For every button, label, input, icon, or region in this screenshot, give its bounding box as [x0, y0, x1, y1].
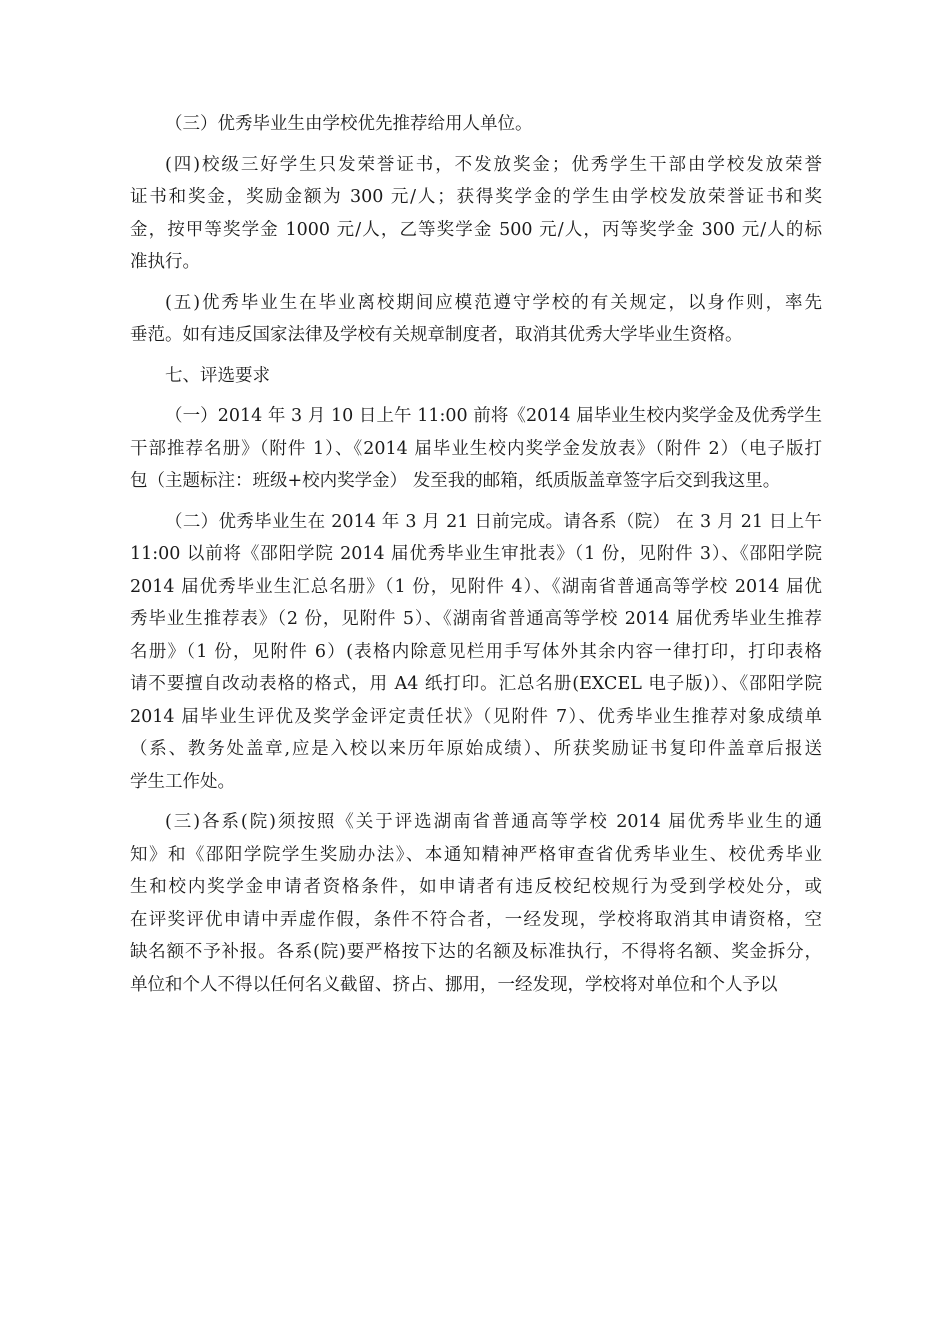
paragraph-p4	[130, 360, 822, 393]
paragraph-line: (三)各系(院)须按照《关于评选湖南省普通高等学校 2014 届优秀毕业生的通	[165, 812, 822, 832]
paragraph-p3	[130, 287, 822, 352]
paragraph-line: 准执行。	[130, 252, 200, 272]
paragraph-line: 包（主题标注：班级+校内奖学金） 发至我的邮箱，纸质版盖章签字后交到我这里。	[130, 471, 781, 491]
paragraph-p7	[130, 806, 822, 1001]
paragraph-line: 知》和《邵阳学院学生奖励办法》、本通知精神严格审查省优秀毕业生、校优秀毕业	[130, 844, 822, 865]
paragraph-line: 七、评选要求	[165, 365, 270, 386]
paragraph-line: 在评奖评优申请中弄虚作假，条件不符合者，一经发现，学校将取消其申请资格，空	[130, 909, 822, 930]
paragraph-line: 干部推荐名册》（附件 1）、《2014 届毕业生校内奖学金发放表》（附件 2）（电子版打	[130, 438, 822, 459]
paragraph-line: (五)优秀毕业生在毕业离校期间应模范遵守学校的有关规定，以身作则，率先	[165, 292, 822, 313]
paragraph-line: 2014 届优秀毕业生汇总名册》（1 份，见附件 4）、《湖南省普通高等学校 2014 届优	[130, 576, 822, 597]
paragraph-line: (四)校级三好学生只发荣誉证书，不发放奖金；优秀学生干部由学校发放荣誉	[165, 154, 822, 175]
paragraph-p5	[130, 400, 822, 498]
paragraph-line: 缺名额不予补报。各系(院)要严格按下达的名额及标准执行，不得将名额、奖金拆分，	[130, 942, 822, 962]
paragraph-line: 生和校内奖学金申请者资格条件，如申请者有违反校纪校规行为受到学校处分，或	[130, 877, 822, 897]
paragraph-line: （三）优秀毕业生由学校优先推荐给用人单位。	[165, 114, 533, 134]
paragraph-line: 秀毕业生推荐表》（2 份，见附件 5）、《湖南省普通高等学校 2014 届优秀毕业生推荐	[130, 609, 822, 629]
paragraph-line: 名册》（1 份，见附件 6）(表格内除意见栏用手写体外其余内容一律打印，打印表格	[130, 641, 822, 662]
paragraph-line: 垂范。如有违反国家法律及学校有关规章制度者，取消其优秀大学毕业生资格。	[130, 325, 743, 345]
paragraph-p1	[130, 108, 822, 141]
paragraph-p6	[130, 506, 822, 799]
paragraph-line: 单位和个人不得以任何名义截留、挤占、挪用，一经发现，学校将对单位和个人予以	[130, 974, 778, 995]
paragraph-line: 请不要擅自改动表格的格式，用 A4 纸打印。汇总名册(EXCEL 电子版)）、《邵阳学院	[130, 674, 822, 694]
paragraph-line: 2014 届毕业生评优及奖学金评定责任状》（见附件 7）、优秀毕业生推荐对象成绩单	[130, 706, 822, 727]
paragraph-line: 11:00 以前将《邵阳学院 2014 届优秀毕业生审批表》（1 份，见附件 3）、《邵阳学院	[130, 544, 822, 564]
paragraph-p2	[130, 149, 822, 279]
paragraph-line: 金，按甲等奖学金 1000 元/人，乙等奖学金 500 元/人，丙等奖学金 300 元/人的标	[130, 219, 822, 240]
paragraph-line: （二）优秀毕业生在 2014 年 3 月 21 日前完成。请各系（院） 在 3 月 21 日上午	[165, 511, 822, 532]
paragraph-line: （一）2014 年 3 月 10 日上午 11:00 前将《2014 届毕业生校内奖学金及优秀学生	[165, 406, 822, 426]
paragraph-line: （系、教务处盖章,应是入校以来历年原始成绩）、所获奖励证书复印件盖章后报送	[130, 739, 822, 759]
paragraph-line: 学生工作处。	[130, 771, 235, 792]
document-body	[130, 108, 822, 1009]
paragraph-line: 证书和奖金，奖励金额为 300 元/人；获得奖学金的学生由学校发放荣誉证书和奖	[130, 187, 822, 207]
